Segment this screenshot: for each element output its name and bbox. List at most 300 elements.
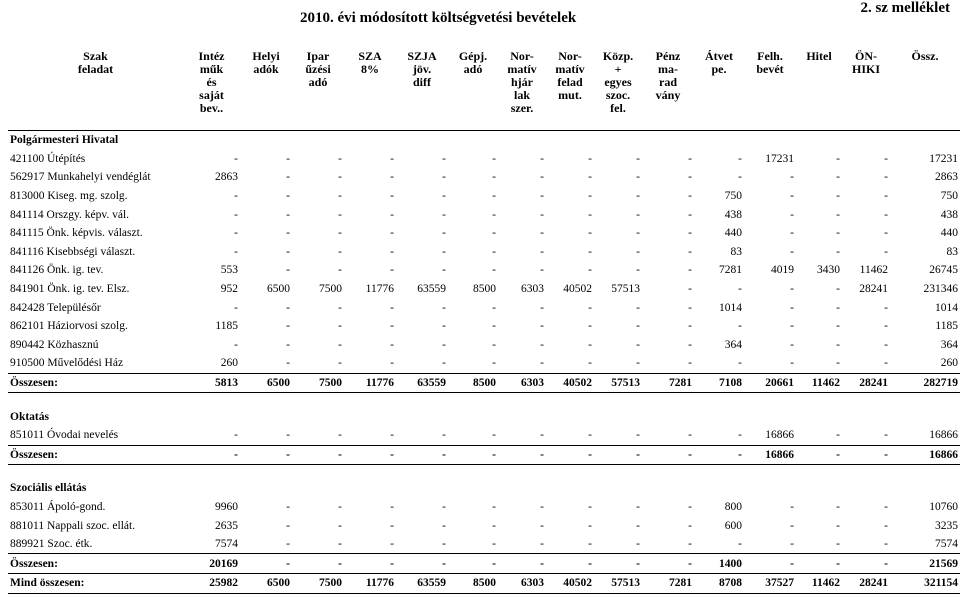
value-cell: 63559 — [417, 283, 446, 296]
value-cell: - — [492, 357, 496, 370]
value-cell: 17231 — [765, 152, 794, 165]
value-cell: - — [540, 264, 544, 277]
value-cell: - — [492, 208, 496, 221]
value-cell: - — [688, 283, 692, 296]
value-cell: - — [738, 538, 742, 551]
value-cell: 3430 — [817, 264, 840, 277]
value-cell: - — [636, 208, 640, 221]
row-label: 853011 Ápoló-gond. — [10, 500, 106, 513]
value-cell: - — [790, 538, 794, 551]
value-cell: - — [588, 519, 592, 532]
value-cell: - — [338, 500, 342, 513]
table-row — [8, 150, 960, 169]
table-row — [8, 243, 960, 262]
value-cell: - — [442, 301, 446, 314]
value-cell: - — [540, 245, 544, 258]
value-cell: - — [286, 429, 290, 442]
value-cell: - — [884, 171, 888, 184]
value-cell: - — [546, 445, 594, 465]
value-cell: - — [540, 152, 544, 165]
value-cell: - — [338, 429, 342, 442]
value-cell: - — [390, 227, 394, 240]
value-cell: 2863 — [935, 171, 958, 184]
column-header: Össz. — [890, 48, 960, 131]
value-cell: - — [836, 171, 840, 184]
value-cell: - — [442, 208, 446, 221]
value-cell: - — [790, 190, 794, 203]
value-cell: 7500 — [292, 574, 344, 594]
value-cell: - — [540, 519, 544, 532]
value-cell: - — [588, 429, 592, 442]
spacer-row — [8, 465, 960, 480]
value-cell: - — [836, 190, 840, 203]
value-cell: - — [836, 245, 840, 258]
column-header: SZJA jöv. diff — [396, 48, 448, 131]
value-cell: - — [688, 190, 692, 203]
value-cell: - — [642, 445, 694, 465]
value-cell: - — [836, 283, 840, 296]
spacer — [8, 465, 960, 480]
value-cell: 1400 — [694, 554, 744, 574]
value-cell: - — [442, 264, 446, 277]
value-cell: - — [492, 190, 496, 203]
value-cell: - — [688, 338, 692, 351]
value-cell: - — [286, 500, 290, 513]
value-cell: - — [492, 245, 496, 258]
value-cell: - — [688, 264, 692, 277]
value-cell: 2863 — [215, 171, 238, 184]
value-cell: 11776 — [365, 283, 394, 296]
value-cell: 63559 — [396, 373, 448, 393]
value-cell: - — [790, 320, 794, 333]
value-cell: - — [390, 208, 394, 221]
grand-total-row — [8, 574, 960, 594]
value-cell: - — [338, 338, 342, 351]
table-row — [8, 261, 960, 280]
total-row — [8, 445, 960, 465]
section-row — [8, 131, 960, 150]
value-cell: - — [636, 519, 640, 532]
value-cell: 7281 — [719, 264, 742, 277]
table-row — [8, 187, 960, 206]
row-label: 841901 Önk. ig. tev. Elsz. — [10, 283, 130, 296]
value-cell: - — [688, 227, 692, 240]
value-cell: - — [688, 538, 692, 551]
value-cell: - — [540, 190, 544, 203]
value-cell: 438 — [724, 208, 742, 221]
value-cell: - — [836, 500, 840, 513]
value-cell: 63559 — [396, 574, 448, 594]
table-body — [8, 131, 960, 594]
table-row — [8, 280, 960, 299]
column-header: SZA 8% — [344, 48, 396, 131]
value-cell: 20661 — [744, 373, 796, 393]
value-cell: 6303 — [521, 283, 544, 296]
value-cell: - — [390, 171, 394, 184]
value-cell: - — [338, 357, 342, 370]
value-cell: - — [796, 554, 842, 574]
value-cell: - — [390, 320, 394, 333]
total-label: Összesen: — [8, 373, 183, 393]
value-cell: - — [234, 429, 238, 442]
value-cell: - — [540, 429, 544, 442]
value-cell: - — [390, 264, 394, 277]
value-cell: - — [442, 320, 446, 333]
value-cell: 40502 — [563, 283, 592, 296]
value-cell: 37527 — [744, 574, 796, 594]
value-cell: - — [836, 301, 840, 314]
value-cell: - — [234, 245, 238, 258]
value-cell: - — [442, 519, 446, 532]
value-cell: - — [790, 208, 794, 221]
value-cell: - — [636, 357, 640, 370]
value-cell: - — [492, 301, 496, 314]
value-cell: - — [836, 208, 840, 221]
value-cell: - — [390, 357, 394, 370]
value-cell: - — [884, 227, 888, 240]
value-cell: 260 — [220, 357, 238, 370]
value-cell: - — [588, 338, 592, 351]
value-cell: - — [183, 445, 240, 465]
value-cell: - — [636, 301, 640, 314]
value-cell: - — [234, 301, 238, 314]
value-cell: 57513 — [611, 283, 640, 296]
value-cell: - — [540, 500, 544, 513]
value-cell: - — [442, 152, 446, 165]
value-cell: - — [636, 264, 640, 277]
value-cell: - — [338, 519, 342, 532]
value-cell: - — [338, 190, 342, 203]
row-label: 851011 Óvodai nevelés — [10, 429, 119, 442]
value-cell: - — [344, 445, 396, 465]
value-cell: 10760 — [929, 500, 958, 513]
value-cell: - — [286, 538, 290, 551]
value-cell: - — [344, 554, 396, 574]
value-cell: 260 — [940, 357, 958, 370]
value-cell: - — [286, 208, 290, 221]
value-cell: 40502 — [546, 574, 594, 594]
value-cell: 1185 — [215, 320, 238, 333]
value-cell: - — [390, 500, 394, 513]
value-cell: 57513 — [594, 373, 642, 393]
value-cell: - — [790, 283, 794, 296]
value-cell: - — [790, 519, 794, 532]
row-label: 562917 Munkahelyi vendéglát — [10, 171, 151, 184]
value-cell: 16866 — [890, 445, 960, 465]
value-cell: - — [836, 429, 840, 442]
value-cell: 231346 — [923, 283, 958, 296]
value-cell: - — [286, 190, 290, 203]
value-cell: - — [234, 190, 238, 203]
column-header: Helyi adók — [240, 48, 292, 131]
value-cell: 6500 — [267, 283, 290, 296]
value-cell: - — [442, 338, 446, 351]
value-cell: 83 — [946, 245, 958, 258]
value-cell: 7500 — [292, 373, 344, 393]
value-cell: 11776 — [344, 574, 396, 594]
value-cell: - — [396, 445, 448, 465]
section-title: Oktatás — [10, 410, 49, 423]
value-cell: - — [884, 338, 888, 351]
value-cell: - — [492, 152, 496, 165]
value-cell: - — [390, 538, 394, 551]
value-cell: 440 — [940, 227, 958, 240]
value-cell: - — [688, 208, 692, 221]
value-cell: - — [588, 500, 592, 513]
value-cell: 438 — [940, 208, 958, 221]
value-cell: - — [390, 429, 394, 442]
value-cell: 440 — [724, 227, 742, 240]
value-cell: 8500 — [473, 283, 496, 296]
value-cell: - — [688, 500, 692, 513]
row-label: 881011 Nappali szoc. ellát. — [10, 519, 136, 532]
value-cell: - — [234, 208, 238, 221]
value-cell: - — [884, 357, 888, 370]
value-cell: - — [286, 357, 290, 370]
value-cell: - — [688, 245, 692, 258]
row-label: 890442 Közhasznú — [10, 338, 99, 351]
value-cell: 26745 — [929, 264, 958, 277]
value-cell: - — [286, 227, 290, 240]
value-cell: - — [688, 519, 692, 532]
column-header: Ipar űzési adó — [292, 48, 344, 131]
value-cell: - — [234, 227, 238, 240]
value-cell: - — [338, 320, 342, 333]
value-cell: - — [338, 227, 342, 240]
value-cell: - — [744, 554, 796, 574]
value-cell: - — [738, 320, 742, 333]
value-cell: 7574 — [215, 538, 238, 551]
column-header: ÖN- HIKI — [842, 48, 890, 131]
table-row — [8, 205, 960, 224]
value-cell: 11462 — [796, 574, 842, 594]
value-cell: - — [836, 538, 840, 551]
table-row — [8, 317, 960, 336]
value-cell: - — [588, 152, 592, 165]
value-cell: - — [540, 171, 544, 184]
value-cell: - — [448, 445, 498, 465]
value-cell: 16866 — [765, 429, 794, 442]
value-cell: - — [836, 152, 840, 165]
value-cell: - — [234, 338, 238, 351]
value-cell: - — [546, 554, 594, 574]
value-cell: 8708 — [694, 574, 744, 594]
value-cell: - — [292, 445, 344, 465]
value-cell: - — [738, 357, 742, 370]
value-cell: - — [498, 554, 546, 574]
value-cell: - — [338, 171, 342, 184]
value-cell: - — [492, 429, 496, 442]
value-cell: - — [790, 301, 794, 314]
value-cell: 25982 — [183, 574, 240, 594]
value-cell: - — [492, 538, 496, 551]
value-cell: - — [240, 445, 292, 465]
value-cell: - — [636, 227, 640, 240]
value-cell: - — [390, 190, 394, 203]
value-cell: - — [286, 301, 290, 314]
value-cell: 8500 — [448, 373, 498, 393]
value-cell: - — [234, 152, 238, 165]
value-cell: 11776 — [344, 373, 396, 393]
value-cell: 750 — [940, 190, 958, 203]
spacer — [8, 393, 960, 408]
value-cell: - — [688, 320, 692, 333]
value-cell: 28241 — [859, 283, 888, 296]
value-cell: 2635 — [215, 519, 238, 532]
value-cell: - — [540, 338, 544, 351]
value-cell: - — [790, 338, 794, 351]
value-cell: - — [588, 320, 592, 333]
value-cell: - — [842, 554, 890, 574]
row-label: 813000 Kiseg. mg. szolg. — [10, 190, 128, 203]
table-row — [8, 516, 960, 535]
value-cell: - — [588, 538, 592, 551]
value-cell: 16866 — [744, 445, 796, 465]
value-cell: - — [884, 500, 888, 513]
spacer-row — [8, 393, 960, 408]
value-cell: 364 — [940, 338, 958, 351]
value-cell: - — [636, 171, 640, 184]
annex-label: 2. sz melléklet — [860, 0, 950, 16]
value-cell: - — [694, 445, 744, 465]
value-cell: - — [688, 152, 692, 165]
value-cell: - — [492, 338, 496, 351]
section-row — [8, 479, 960, 498]
value-cell: 7574 — [935, 538, 958, 551]
value-cell: 321154 — [890, 574, 960, 594]
section-title: Szociális ellátás — [10, 482, 87, 495]
value-cell: - — [492, 320, 496, 333]
value-cell: - — [688, 357, 692, 370]
value-cell: 11462 — [859, 264, 888, 277]
value-cell: 6303 — [498, 574, 546, 594]
value-cell: 6303 — [498, 373, 546, 393]
row-label: 842428 Településőr — [10, 301, 101, 314]
value-cell: - — [286, 338, 290, 351]
value-cell: - — [588, 171, 592, 184]
value-cell: - — [338, 245, 342, 258]
value-cell: - — [884, 208, 888, 221]
total-row — [8, 554, 960, 574]
value-cell: - — [884, 152, 888, 165]
value-cell: - — [286, 519, 290, 532]
value-cell: - — [390, 152, 394, 165]
section-title: Polgármesteri Hivatal — [10, 134, 119, 147]
value-cell: - — [636, 190, 640, 203]
value-cell: 750 — [724, 190, 742, 203]
value-cell: - — [884, 429, 888, 442]
value-cell: 600 — [724, 519, 742, 532]
value-cell: - — [790, 500, 794, 513]
value-cell: - — [790, 357, 794, 370]
value-cell: 364 — [724, 338, 742, 351]
value-cell: - — [688, 429, 692, 442]
value-cell: - — [636, 152, 640, 165]
value-cell: - — [492, 227, 496, 240]
column-header: Intéz műk és saját bev.. — [183, 48, 240, 131]
table-row — [8, 426, 960, 445]
value-cell: - — [540, 301, 544, 314]
value-cell: - — [738, 171, 742, 184]
value-cell: - — [884, 245, 888, 258]
value-cell: - — [884, 301, 888, 314]
value-cell: 20169 — [183, 554, 240, 574]
column-header: Szak feladat — [8, 48, 183, 131]
value-cell: - — [442, 429, 446, 442]
value-cell: - — [790, 171, 794, 184]
value-cell: - — [286, 320, 290, 333]
column-header: Átvet pe. — [694, 48, 744, 131]
value-cell: - — [588, 357, 592, 370]
column-header: Felh. bevét — [744, 48, 796, 131]
value-cell: - — [498, 445, 546, 465]
page-title: 2010. évi módosított költségvetési bevételek — [300, 10, 577, 26]
value-cell: - — [286, 171, 290, 184]
budget-table — [8, 48, 960, 594]
value-cell: - — [636, 500, 640, 513]
column-header: Hitel — [796, 48, 842, 131]
table-row — [8, 298, 960, 317]
total-label: Mind összesen: — [8, 574, 183, 594]
value-cell: 28241 — [842, 574, 890, 594]
table-row — [8, 224, 960, 243]
value-cell: 57513 — [594, 574, 642, 594]
value-cell: - — [286, 152, 290, 165]
value-cell: - — [390, 301, 394, 314]
column-header: Gépj. adó — [448, 48, 498, 131]
value-cell: - — [796, 445, 842, 465]
row-label: 841114 Orszgy. képv. vál. — [10, 208, 130, 221]
value-cell: - — [688, 171, 692, 184]
value-cell: - — [884, 519, 888, 532]
value-cell: 282719 — [890, 373, 960, 393]
value-cell: - — [636, 320, 640, 333]
value-cell: 1014 — [935, 301, 958, 314]
value-cell: - — [738, 152, 742, 165]
table-row — [8, 168, 960, 187]
total-label: Összesen: — [8, 445, 183, 465]
value-cell: - — [540, 320, 544, 333]
value-cell: 6500 — [240, 373, 292, 393]
column-header: Nor- matív hjár lak szer. — [498, 48, 546, 131]
value-cell: 83 — [730, 245, 742, 258]
row-label: 910500 Művelődési Ház — [10, 357, 124, 370]
value-cell: - — [338, 301, 342, 314]
value-cell: - — [738, 429, 742, 442]
value-cell: - — [636, 245, 640, 258]
row-label: 889921 Szoc. étk. — [10, 538, 93, 551]
value-cell: 11462 — [796, 373, 842, 393]
table-row — [8, 354, 960, 373]
value-cell: 16866 — [929, 429, 958, 442]
value-cell: - — [338, 152, 342, 165]
value-cell: 28241 — [842, 373, 890, 393]
value-cell: 7500 — [319, 283, 342, 296]
value-cell: - — [588, 301, 592, 314]
value-cell: - — [492, 519, 496, 532]
value-cell: 4019 — [771, 264, 794, 277]
value-cell: 21569 — [890, 554, 960, 574]
value-cell: 3235 — [935, 519, 958, 532]
header-row — [8, 48, 960, 131]
value-cell: - — [338, 264, 342, 277]
value-cell: - — [286, 245, 290, 258]
value-cell: - — [390, 245, 394, 258]
value-cell: - — [884, 320, 888, 333]
value-cell: - — [540, 208, 544, 221]
value-cell: 7281 — [642, 574, 694, 594]
value-cell: - — [588, 264, 592, 277]
